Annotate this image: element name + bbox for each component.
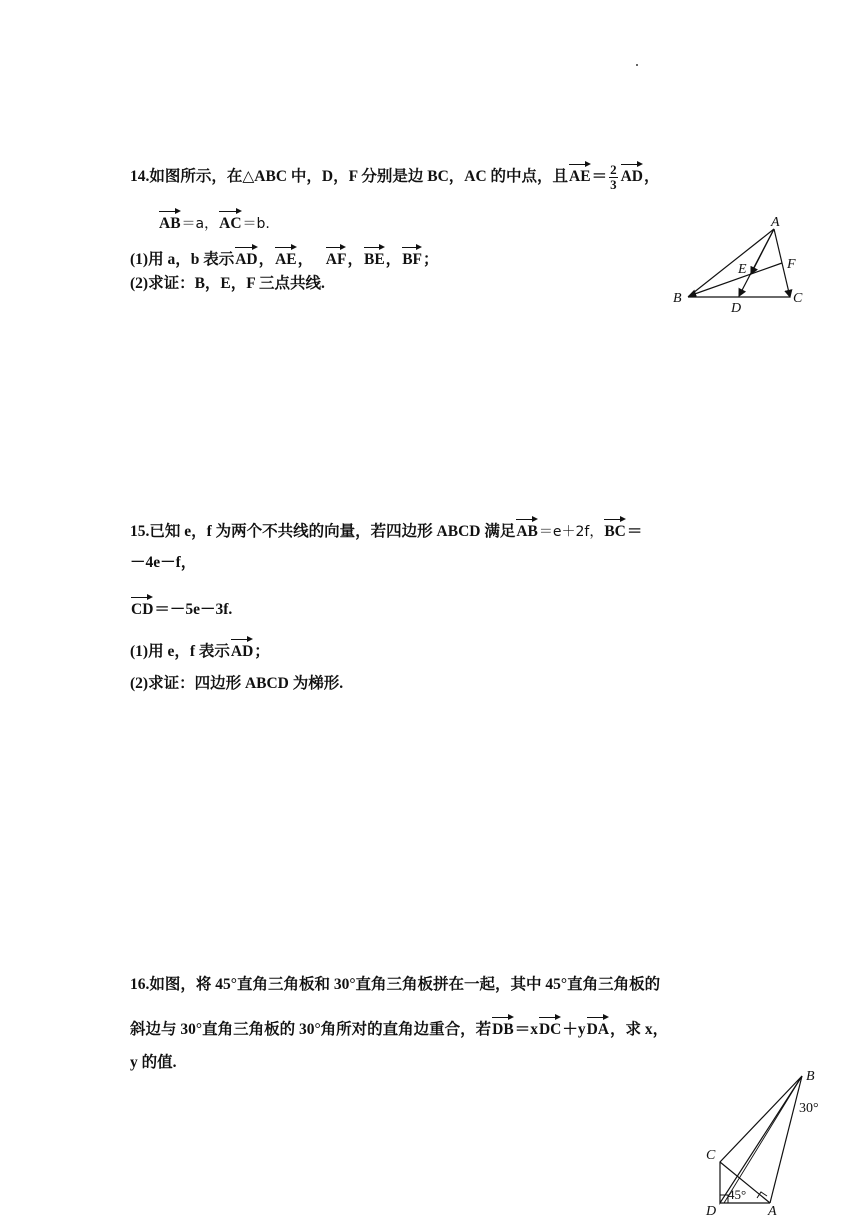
fraction-numerator: 2 [610,162,617,177]
vector-dc: DC [539,1016,561,1040]
ab-equals-a: ＝a， [181,216,219,232]
vector-ad: AD [231,638,253,662]
vector-ad: AD [235,246,257,270]
fraction-two-thirds [609,163,618,192]
q14-part1: (1)用 a，b 表示AD，AE， AF，BE，BF； [130,246,439,270]
label-e: E [738,262,747,277]
q16-line1: 16.如图，将 45°直角三角板和 30°直角三角板拼在一起，其中 45°直角三角板的 [130,976,661,993]
q15-line3 [130,596,232,620]
comma: ， [643,168,660,186]
semicolon: ； [423,251,439,268]
q16-line2 [130,1016,668,1040]
q16-line3: y 的值. [130,1054,177,1071]
triangle-bcd [720,1076,802,1203]
q16-line2-end: ，求 x， [610,1021,669,1038]
q15-part1 [130,638,270,662]
q14-line1 [130,163,660,192]
semicolon: ； [254,643,270,660]
equals-sign: ＝ [591,168,608,186]
vector-cd: CD [131,596,153,620]
label-b: B [673,291,682,306]
q14-triangle-figure [668,210,818,315]
angle-30-label: 30° [799,1101,819,1116]
side-ba [770,1076,802,1203]
q14-lead: 14.如图所示，在△ABC 中，D，F 分别是边 BC，AC 的中点，且 [130,168,569,186]
vector-ae: AE [569,163,591,187]
vector-af: AF [326,246,347,270]
q15-line1 [130,518,642,542]
vector-ac: AC [219,210,241,234]
ac-equals-b: ＝b. [242,216,270,232]
label-c: C [793,291,803,306]
label-b: B [806,1069,815,1084]
q15-part2: (2)求证：四边形 ABCD 为梯形. [130,675,344,692]
label-f: F [787,257,796,272]
vector-db: DB [492,1016,514,1040]
q14-part1-lead: (1)用 a，b 表示 [130,251,235,268]
q15-lead: 15.已知 e，f 为两个不共线的向量，若四边形 ABCD 满足 [130,523,516,540]
vector-bc: BC [604,518,626,542]
segment-db [724,1076,802,1203]
fraction-denominator: 3 [610,177,617,192]
x-coefficient: ＝x [514,1021,538,1038]
q15-part1-lead: (1)用 e，f 表示 [130,643,230,660]
stray-dot [636,64,638,66]
vector-ad: AD [621,163,643,187]
equals-sign: ＝ [626,523,643,540]
label-a: A [768,1204,777,1216]
vector-bf: BF [402,246,422,270]
y-coefficient: ＋y [562,1021,586,1038]
vector-be: BE [364,246,385,270]
q16-line2-lead: 斜边与 30°直角三角板的 30°角所对的直角边重合，若 [130,1021,492,1038]
side-ab [688,229,774,297]
ab-expression: ＝e＋2f， [538,524,604,540]
angle-45-label: 45° [728,1187,747,1202]
segment-fb [689,263,782,296]
q15-line2: －4e－f， [130,554,197,571]
label-d: D [706,1204,717,1216]
vector-ab: AB [516,518,538,542]
q14-part2: (2)求证：B，E，F 三点共线. [130,275,325,292]
q16-triangles-figure [696,1062,830,1216]
label-c: C [706,1148,716,1163]
vector-ab: AB [159,210,181,234]
vector-ae: AE [275,246,297,270]
label-a: A [771,215,780,230]
label-d: D [731,301,742,315]
q14-line2 [158,210,270,234]
cd-expression: ＝－5e－3f. [154,601,233,618]
vector-da: DA [587,1016,609,1040]
